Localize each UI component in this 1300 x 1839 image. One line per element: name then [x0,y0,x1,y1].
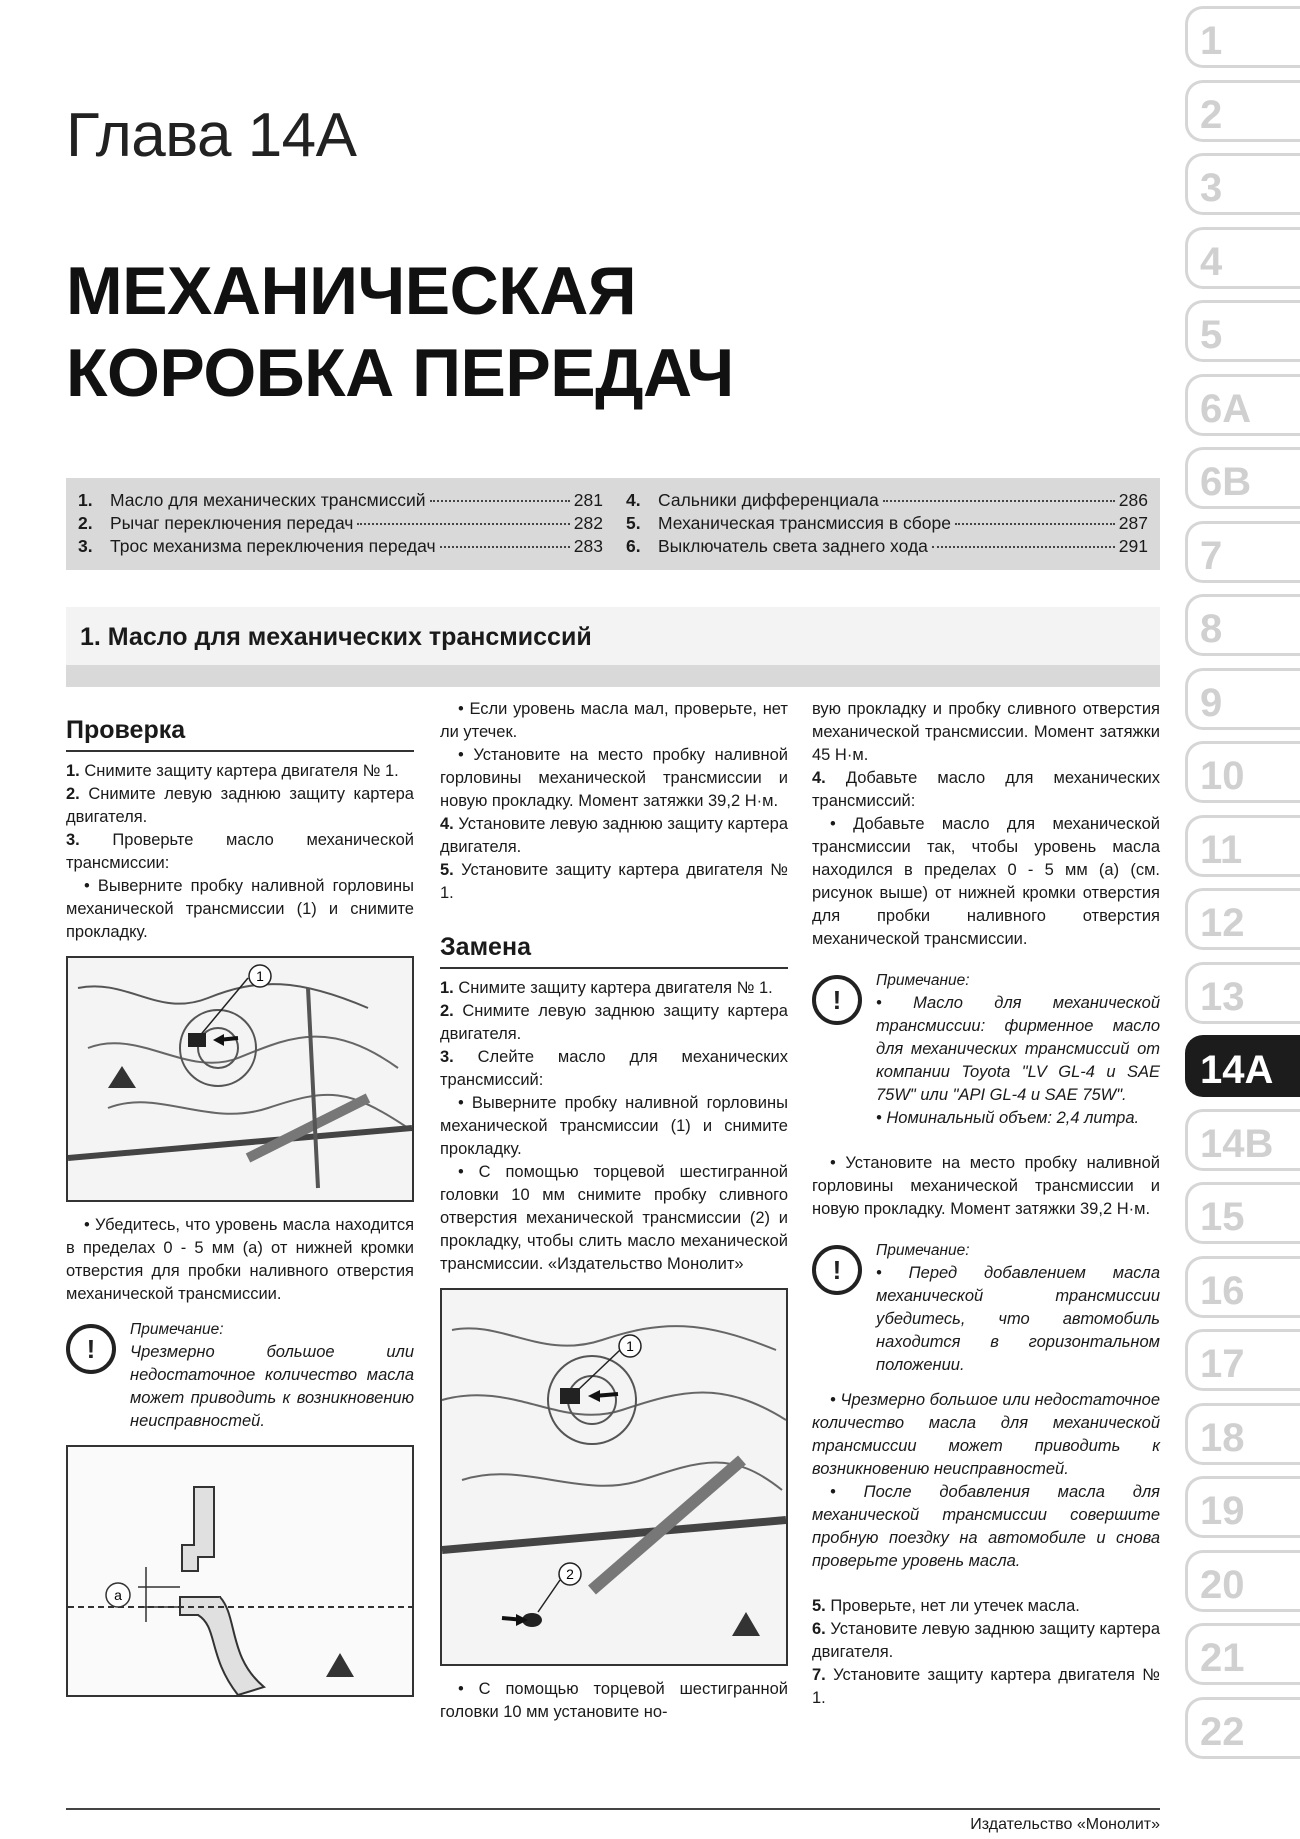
lightbulb-icon: ! [812,975,862,1025]
step-text: Снимите защиту картера двигателя № 1. [84,762,399,780]
chapter-tab-label: 10 [1200,754,1245,798]
figure-filler-plug-illustration [68,958,412,1200]
step-number: 1. [440,979,454,997]
chapter-tab-label: 5 [1200,313,1223,357]
step-number: 2. [66,785,80,803]
chapter-tab-16[interactable] [1185,1256,1300,1318]
chapter-tab-22[interactable] [1185,1697,1300,1759]
chapter-tab-label: 2 [1200,92,1223,137]
step-number: 7. [812,1666,826,1684]
step [812,1595,1160,1618]
step-number: 6. [812,1620,826,1638]
chapter-tabs [1185,6,1300,1770]
toc-item-number: 1. [78,490,93,510]
chapter-title-line-2: КОРОБКА ПЕРЕДАЧ [66,335,734,411]
step [440,977,788,1000]
chapter-tab-label: 14A [1200,1048,1274,1092]
text-column-2 [440,698,788,1724]
chapter-tab-label: 17 [1200,1342,1245,1386]
step-text: Проверьте масло механической трансмиссии: [66,831,414,872]
chapter-tab-21[interactable] [1185,1623,1300,1685]
chapter-tab-label: 18 [1200,1415,1245,1460]
chapter-tab-4[interactable] [1185,227,1300,289]
figure-oil-level [66,1445,414,1697]
step-text: Снимите левую заднюю защиту картера двигателя. [440,1002,788,1043]
toc-item[interactable] [78,490,603,513]
lightbulb-icon: ! [66,1324,116,1374]
step-number: 3. [440,1048,454,1066]
bullet-text: • Добавьте масло для механической трансмиссии так, чтобы уровень масла находился в пределах 0 - 5 мм (a) (см. рисунок выше) от нижней кромки отверстия для пробки наливного отверстия механической трансмиссии. [812,815,1160,948]
chapter-tab-label: 22 [1200,1709,1245,1754]
toc-item-page: 291 [1118,536,1148,556]
toc-leader [883,500,1115,502]
step-number: 2. [440,1002,454,1020]
callout-1: 1 [256,968,264,984]
bullet-text: • Выверните пробку наливной горловины механической трансмиссии (1) и снимите прокладку. [440,1094,788,1158]
step-number: 5. [440,861,454,879]
bullet-text: • Убедитесь, что уровень масла находится в пределах 0 - 5 мм (a) от нижней кромки отверстия для пробки наливного отверстия механической трансмиссии. [66,1216,414,1303]
note-text: • Перед добавлением масла механической трансмиссии убедитесь, что автомобиль находится в горизонтальном положении. [876,1264,1160,1374]
lightbulb-icon: ! [812,1245,862,1295]
note-title: Примечание: [876,1242,970,1259]
note-text: • Номинальный объем: 2,4 литра. [876,1109,1140,1127]
toc-leader [357,523,569,525]
toc-item-number: 6. [626,536,641,556]
chapter-tab-6b[interactable] [1185,447,1300,509]
bullet-text: • Установите на место пробку наливной горловины механической трансмиссии и новую прокладку. Момент затяжки 39,2 Н·м. [812,1154,1160,1218]
step-number: 4. [812,769,826,787]
chapter-tab-label: 14B [1200,1121,1274,1166]
step [440,1046,788,1092]
toc-item-page: 286 [1118,490,1148,510]
step [440,813,788,859]
chapter-tab-15[interactable] [1185,1182,1300,1244]
toc-item[interactable] [626,490,1148,513]
section-header [66,607,1160,687]
step [440,859,788,905]
toc-item-title: Рычаг переключения передач [110,513,354,533]
toc-item[interactable] [626,536,1148,559]
chapter-tab-12[interactable] [1185,888,1300,950]
chapter-tab-label: 1 [1200,19,1223,63]
chapter-tab-label: 9 [1200,680,1223,725]
chapter-title-line-1: МЕХАНИЧЕСКАЯ [66,253,637,329]
bullet-text: • Выверните пробку наливной горловины механической трансмиссии (1) и снимите прокладку. [66,877,414,941]
toc-item-title: Выключатель света заднего хода [658,536,928,556]
chapter-tab-label: 12 [1200,901,1245,945]
toc-item[interactable] [626,513,1148,536]
toc-item-page: 281 [573,490,603,510]
chapter-tab-label: 19 [1200,1489,1245,1533]
step-text: Слейте масло для механических трансмиссий: [440,1048,788,1089]
step-number: 3. [66,831,80,849]
toc-item[interactable] [78,513,603,536]
note-text: • После добавления масла для механической трансмиссии совершите пробную поездку на автомобиле и снова проверьте уровень масла. [812,1483,1160,1570]
chapter-tab-19[interactable] [1185,1476,1300,1538]
note-text: • Чрезмерно большое или недостаточное количество масла для механической трансмиссии может приводить к возникновению неисправностей. [812,1391,1160,1478]
chapter-tab-7[interactable] [1185,521,1300,583]
step [812,1664,1160,1710]
step-number: 1. [66,762,80,780]
note-text: Чрезмерно большое или недостаточное количество масла может приводить к возникновению неисправностей. [130,1343,414,1430]
step [66,829,414,875]
table-of-contents [66,478,1160,570]
figure-oil-level-diagram [68,1447,412,1695]
publisher-footer: Издательство «Монолит» [970,1816,1160,1833]
chapter-tab-8[interactable] [1185,594,1300,656]
chapter-title [66,250,734,414]
note [812,969,1160,1130]
toc-item-number: 3. [78,536,93,556]
note-text: • Масло для механической трансмиссии: фирменное масло для механических трансмиссий от компании Toyota "LV GL-4 и SAE 75W" или "API GL-4 и SAE 75W". [876,994,1160,1104]
toc-item[interactable] [78,536,603,559]
chapter-tab-13[interactable] [1185,962,1300,1024]
chapter-tab-label: 15 [1200,1195,1245,1239]
bullet-text: • Установите на место пробку наливной горловины механической трансмиссии и новую прокладку. Момент затяжки 39,2 Н·м. [440,746,788,810]
subsection-heading-check: Проверка [66,714,414,752]
step-text: Установите защиту картера двигателя № 1. [812,1666,1160,1707]
chapter-tab-label: 11 [1200,827,1243,872]
body-text: вую прокладку и пробку сливного отверстия механической трансмиссии. Момент затяжки 45 Н·м. [812,700,1160,764]
note-title: Примечание: [130,1321,224,1338]
step-text: Снимите левую заднюю защиту картера двигателя. [66,785,414,826]
chapter-tab-label: 6A [1200,386,1252,431]
step-number: 5. [812,1597,826,1615]
chapter-tab-3[interactable] [1185,153,1300,215]
step-text: Добавьте масло для механических трансмиссий: [812,769,1160,810]
text-column-1 [66,700,414,1709]
bullet-text: • С помощью торцевой шестигранной головки 10 мм установите но- [440,1680,788,1721]
callout-1: 1 [626,1338,634,1354]
chapter-tab-label: 3 [1200,166,1223,210]
chapter-tab-11[interactable] [1185,815,1300,877]
chapter-tab-label: 8 [1200,607,1223,651]
toc-item-page: 283 [573,536,603,556]
chapter-tab-6a[interactable] [1185,374,1300,436]
section-title: 1. Масло для механических трансмиссий [80,623,592,651]
note [812,1239,1160,1377]
step-text: Снимите защиту картера двигателя № 1. [458,979,773,997]
callout-a: a [114,1587,122,1603]
toc-item-number: 4. [626,490,641,510]
toc-leader [955,523,1115,525]
figure-drain-plug [440,1288,788,1666]
chapter-tab-label: 4 [1200,239,1223,284]
chapter-tab-9[interactable] [1185,668,1300,730]
chapter-tab-14a[interactable] [1185,1035,1300,1097]
figure-drain-plug-illustration [442,1290,786,1664]
chapter-tab-5[interactable] [1185,300,1300,362]
subsection-heading-replace: Замена [440,931,788,969]
chapter-tab-label: 7 [1200,533,1223,578]
toc-leader [430,500,570,502]
step-text: Установите защиту картера двигателя № 1. [440,861,788,902]
step-text: Проверьте, нет ли утечек масла. [830,1597,1080,1615]
toc-item-number: 5. [626,513,641,533]
callout-2: 2 [566,1566,574,1582]
step-number: 4. [440,815,454,833]
chapter-tab-label: 13 [1200,974,1245,1019]
chapter-label: Глава 14А [66,101,357,170]
toc-item-page: 287 [1118,513,1148,533]
chapter-tab-14b[interactable] [1185,1109,1300,1171]
bullet-text: • Если уровень масла мал, проверьте, нет ли утечек. [440,700,788,741]
step-text: Установите левую заднюю защиту картера двигателя. [812,1620,1160,1661]
chapter-tab-label: 21 [1200,1636,1245,1680]
step [812,767,1160,813]
toc-item-page: 282 [573,513,603,533]
toc-item-title: Трос механизма переключения передач [110,536,436,556]
chapter-tab-10[interactable] [1185,741,1300,803]
text-column-3 [812,698,1160,1710]
toc-item-number: 2. [78,513,93,533]
step-text: Установите левую заднюю защиту картера двигателя. [440,815,788,856]
toc-right-column [626,490,1148,559]
note [66,1318,414,1433]
chapter-tab-2[interactable] [1185,80,1300,142]
figure-filler-plug [66,956,414,1202]
step [66,783,414,829]
footer-divider [66,1808,1160,1810]
chapter-tab-1[interactable] [1185,6,1300,68]
chapter-tab-label: 20 [1200,1562,1245,1607]
step [812,1618,1160,1664]
bullet-text: • С помощью торцевой шестигранной головки 10 мм снимите пробку сливного отверстия механической трансмиссии (2) и прокладку, чтобы слить масло механической трансмиссии. «Издательство Монолит» [440,1163,788,1273]
step [440,1000,788,1046]
chapter-tab-label: 6B [1200,460,1252,504]
toc-leader [932,546,1115,548]
toc-left-column [78,490,603,559]
toc-item-title: Сальники дифференциала [658,490,879,510]
chapter-tab-17[interactable] [1185,1329,1300,1391]
toc-item-title: Механическая трансмиссия в сборе [658,513,952,533]
toc-item-title: Масло для механических трансмиссий [110,490,426,510]
step [66,760,414,783]
toc-leader [440,546,570,548]
chapter-tab-label: 16 [1200,1268,1245,1313]
chapter-tab-18[interactable] [1185,1403,1300,1465]
chapter-tab-20[interactable] [1185,1550,1300,1612]
note-title: Примечание: [876,972,970,989]
